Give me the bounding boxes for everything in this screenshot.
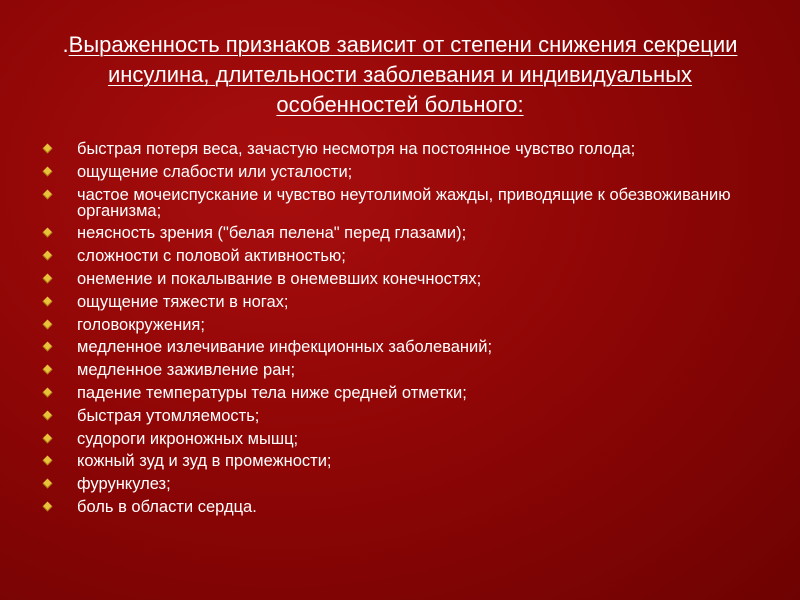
list-item	[42, 225, 762, 241]
list-item	[42, 362, 762, 378]
list-item	[42, 187, 762, 219]
list-item-text: сложности с половой активностью;	[77, 247, 346, 266]
diamond-bullet-icon	[42, 503, 52, 513]
list-item	[42, 408, 762, 424]
list-item-text: ощущение тяжести в ногах;	[77, 292, 289, 311]
diamond-bullet-icon	[42, 366, 52, 376]
list-item	[42, 294, 762, 310]
list-item-text: падение температуры тела ниже средней отметки;	[77, 383, 467, 402]
list-item	[42, 453, 762, 469]
list-item-text: фурункулез;	[77, 475, 171, 494]
diamond-bullet-icon	[42, 168, 52, 178]
diamond-bullet-icon	[42, 275, 52, 285]
list-item-text: кожный зуд и зуд в промежности;	[77, 452, 332, 471]
diamond-bullet-icon	[42, 457, 52, 467]
diamond-bullet-icon	[42, 412, 52, 422]
diamond-bullet-icon	[42, 435, 52, 445]
list-item-text: медленное излечивание инфекционных заболеваний;	[77, 338, 493, 357]
diamond-bullet-icon	[42, 480, 52, 490]
symptom-list	[42, 141, 762, 522]
list-item-text: быстрая утомляемость;	[77, 406, 260, 425]
diamond-bullet-icon	[42, 298, 52, 308]
list-item	[42, 499, 762, 515]
title-text: Выраженность признаков зависит от степени снижения секреции инсулина, длительности заболевания и индивидуальных особенностей больного:	[68, 32, 738, 117]
title-prefix: .	[62, 32, 69, 57]
list-item-text: онемение и покалывание в онемевших конечностях;	[77, 269, 482, 288]
diamond-bullet-icon	[42, 145, 52, 155]
list-item-text: боль в области сердца.	[77, 497, 257, 516]
diamond-bullet-icon	[42, 229, 52, 239]
list-item	[42, 141, 762, 157]
list-item-text: неясность зрения ("белая пелена" перед глазами);	[77, 224, 467, 243]
list-item-text: медленное заживление ран;	[77, 361, 296, 380]
diamond-bullet-icon	[42, 389, 52, 399]
diamond-bullet-icon	[42, 191, 52, 201]
list-item-text: быстрая потеря веса, зачастую несмотря на постоянное чувство голода;	[77, 140, 636, 158]
diamond-bullet-icon	[42, 252, 52, 262]
list-item-text: судороги икроножных мышц;	[77, 429, 299, 448]
diamond-bullet-icon	[42, 321, 52, 331]
list-item	[42, 271, 762, 287]
list-item-text: частое мочеиспускание и чувство неутолимой жажды, приводящие к обезвоживанию организма;	[77, 185, 731, 220]
list-item	[42, 339, 762, 355]
slide-title	[40, 30, 760, 120]
list-item	[42, 248, 762, 264]
list-item	[42, 317, 762, 333]
list-item	[42, 431, 762, 447]
list-item	[42, 385, 762, 401]
list-item-text: ощущение слабости или усталости;	[77, 162, 353, 181]
diamond-bullet-icon	[42, 343, 52, 353]
list-item-text: головокружения;	[77, 315, 205, 334]
list-item	[42, 476, 762, 492]
list-item	[42, 164, 762, 180]
